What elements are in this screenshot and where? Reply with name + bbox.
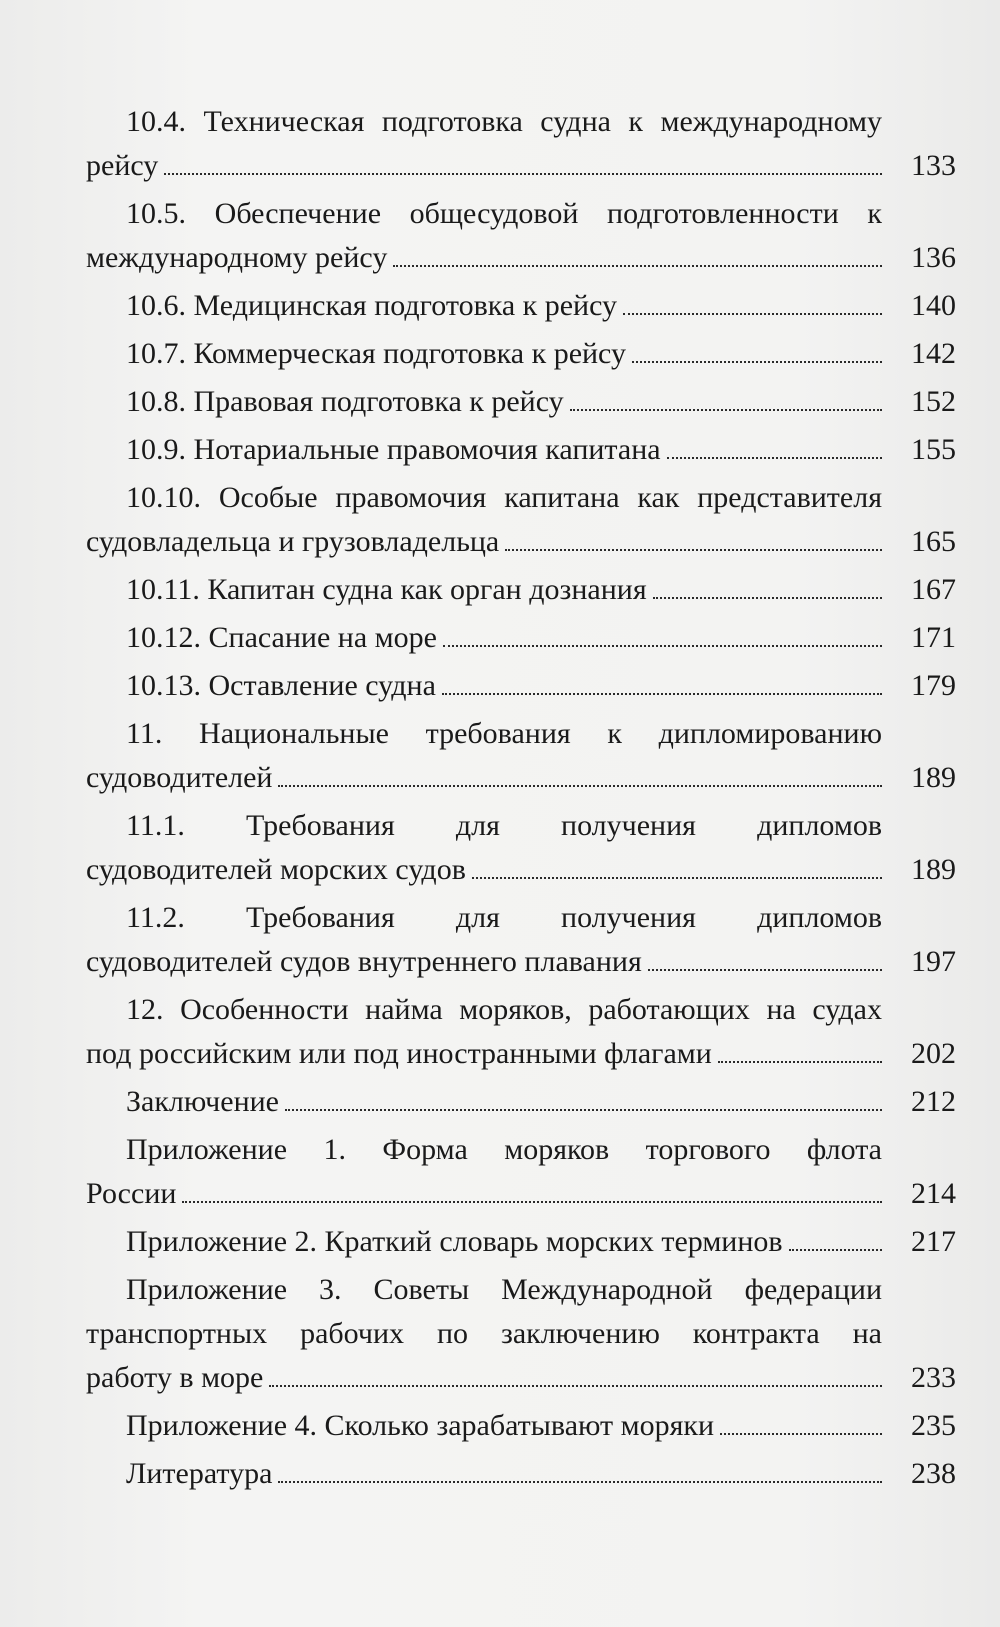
toc-entry xyxy=(86,664,956,708)
toc-page-number: 165 xyxy=(911,525,956,558)
toc-page-number: 189 xyxy=(911,761,956,794)
toc-page-number: 133 xyxy=(911,149,956,182)
toc-entry xyxy=(86,380,956,424)
toc-entry-text: Приложение 2. Краткий словарь морских терминов xyxy=(126,1225,783,1258)
toc-entry-text: Приложение 1. Форма моряков торгового флота xyxy=(126,1133,882,1166)
toc-page-number: 136 xyxy=(911,241,956,274)
toc-page-number: 217 xyxy=(911,1225,956,1258)
toc-entry xyxy=(86,1268,956,1400)
toc-page-number: 155 xyxy=(911,433,956,466)
toc-entry-text: 10.12. Спасание на море xyxy=(126,621,437,654)
toc-entry xyxy=(86,896,956,984)
toc-entry-text: 11.1. Требования для получения дипломов xyxy=(126,809,882,842)
toc-entry xyxy=(86,476,956,564)
dot-leader xyxy=(648,969,882,971)
toc-page-number: 197 xyxy=(911,945,956,978)
toc-entry-text: Литература xyxy=(126,1457,273,1490)
toc-entry-text: 10.6. Медицинская подготовка к рейсу xyxy=(126,289,618,322)
toc-entry xyxy=(86,1404,956,1448)
toc-page-number: 179 xyxy=(911,669,956,702)
dot-leader xyxy=(443,645,882,647)
toc-entry-text: 11. Национальные требования к дипломированию xyxy=(126,717,882,750)
toc-entry-text: рейсу xyxy=(86,149,159,182)
toc-page-number: 140 xyxy=(911,289,956,322)
toc-entry-text: судоводителей судов внутреннего плавания xyxy=(86,945,642,978)
table-of-contents xyxy=(86,100,956,1500)
toc-entry-text: международному рейсу xyxy=(86,241,388,274)
toc-page-number: 233 xyxy=(911,1361,956,1394)
dot-leader xyxy=(623,313,882,315)
toc-entry xyxy=(86,1452,956,1496)
dot-leader xyxy=(182,1201,882,1203)
toc-entry-text: Приложение 4. Сколько зарабатывают моряки xyxy=(126,1409,715,1442)
toc-entry xyxy=(86,428,956,472)
toc-page-number: 142 xyxy=(911,337,956,370)
toc-page-number: 202 xyxy=(911,1037,956,1070)
dot-leader xyxy=(442,693,882,695)
dot-leader xyxy=(164,173,882,175)
dot-leader xyxy=(278,1481,882,1483)
toc-entry-text: 10.8. Правовая подготовка к рейсу xyxy=(126,385,564,418)
toc-entry xyxy=(86,100,956,188)
toc-entry-text: России xyxy=(86,1177,177,1210)
toc-entry xyxy=(86,616,956,660)
toc-entry-text: 10.10. Особые правомочия капитана как представителя xyxy=(126,481,882,514)
dot-leader xyxy=(505,549,882,551)
toc-entry xyxy=(86,332,956,376)
toc-page-number: 152 xyxy=(911,385,956,418)
dot-leader xyxy=(393,265,882,267)
toc-entry-text: работу в море xyxy=(86,1361,264,1394)
toc-entry-text: 10.7. Коммерческая подготовка к рейсу xyxy=(126,337,626,370)
toc-page-number: 235 xyxy=(911,1409,956,1442)
toc-page-number: 214 xyxy=(911,1177,956,1210)
toc-entry xyxy=(86,284,956,328)
toc-entry xyxy=(86,712,956,800)
dot-leader xyxy=(278,785,882,787)
dot-leader xyxy=(653,597,882,599)
toc-page-number: 238 xyxy=(911,1457,956,1490)
toc-entry xyxy=(86,1220,956,1264)
dot-leader xyxy=(718,1061,882,1063)
dot-leader xyxy=(720,1433,882,1435)
toc-entry-text: транспортных рабочих по заключению контракта на xyxy=(86,1317,882,1350)
dot-leader xyxy=(285,1109,882,1111)
toc-page-number: 189 xyxy=(911,853,956,886)
toc-entry xyxy=(86,804,956,892)
toc-page-number: 167 xyxy=(911,573,956,606)
toc-entry-text: 10.13. Оставление судна xyxy=(126,669,436,702)
toc-entry-text: 11.2. Требования для получения дипломов xyxy=(126,901,882,934)
toc-entry-text: 12. Особенности найма моряков, работающих на судах xyxy=(126,993,882,1026)
toc-entry-text: под российским или под иностранными флагами xyxy=(86,1037,712,1070)
toc-entry xyxy=(86,568,956,612)
toc-entry-text: 10.4. Техническая подготовка судна к международному xyxy=(126,105,882,138)
toc-page-number: 171 xyxy=(911,621,956,654)
toc-entry-text: судовладельца и грузовладельца xyxy=(86,525,500,558)
toc-entry-text: Заключение xyxy=(126,1085,279,1118)
toc-entry xyxy=(86,192,956,280)
toc-entry-text: 10.11. Капитан судна как орган дознания xyxy=(126,573,647,606)
toc-entry-text: 10.5. Обеспечение общесудовой подготовленности к xyxy=(126,197,882,230)
toc-entry-text: 10.9. Нотариальные правомочия капитана xyxy=(126,433,661,466)
dot-leader xyxy=(472,877,882,879)
dot-leader xyxy=(570,409,882,411)
dot-leader xyxy=(632,361,882,363)
toc-entry xyxy=(86,1080,956,1124)
toc-entry-text: судоводителей xyxy=(86,761,273,794)
toc-entry xyxy=(86,1128,956,1216)
dot-leader xyxy=(789,1249,882,1251)
dot-leader xyxy=(269,1385,882,1387)
toc-entry xyxy=(86,988,956,1076)
toc-page-number: 212 xyxy=(911,1085,956,1118)
dot-leader xyxy=(667,457,882,459)
toc-entry-text: Приложение 3. Советы Международной федерации xyxy=(126,1273,882,1306)
toc-entry-text: судоводителей морских судов xyxy=(86,853,466,886)
